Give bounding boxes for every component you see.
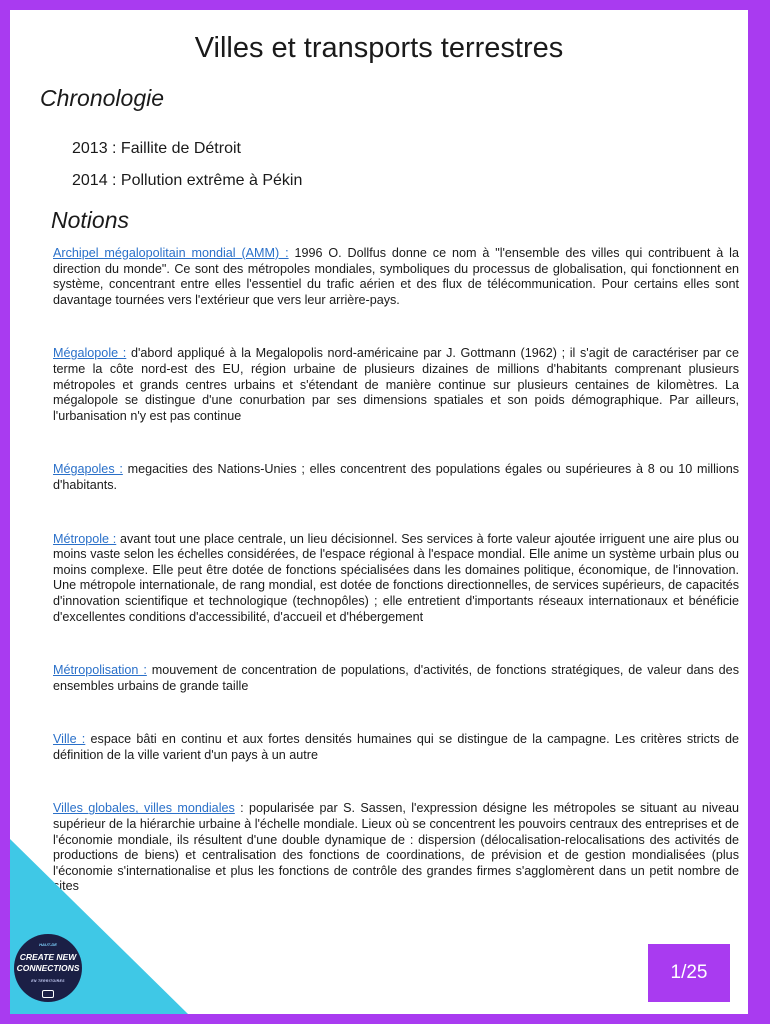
notions-list bbox=[53, 246, 739, 895]
notion-term-link[interactable]: Mégalopole : bbox=[53, 346, 127, 361]
notion-definition: 1996 O. Dollfus donne ce nom à "l'ensemble des villes qui contribuent à la direction du monde". Ce sont des métropoles mondiales, symboliques du processus de globalisation, qui fonctionnent en système, concentrant entre elles l'essentiel du trafic aérien et des flux de télécommunication. Pour certains elles sont davantage tournées vers l'extérieur que vers leur arrière-pays. bbox=[53, 246, 739, 307]
notion-definition: avant tout une place centrale, un lieu décisionnel. Ses services à forte valeur ajoutée irriguent une aire plus ou moins vaste selon les échelles considérées, de l'espace régional à l'espace mondial. Elle anime un système urbain plus ou moins complexe. Elle peut être dotée de fonctions spécialisées dans les domaines politique, économique, de l'innovation. Une métropole internationale, de rang mondial, est dotée de fonctions directionnelles, de services supérieurs, de capacités d'innovation scientifique et technologique (technopôles) ; elle entretient d'importants réseaux internationaux et bénéficie d'excellentes conditions d'accessibilité, d'accueil et d'hébergement bbox=[53, 531, 740, 624]
notion-term-link[interactable]: Métropolisation : bbox=[53, 663, 147, 678]
notion-term-link[interactable]: Villes globales, villes mondiales bbox=[53, 801, 235, 816]
notion-definition: : popularisée par S. Sassen, l'expression désigne les métropoles se situant au niveau supérieur de la hiérarchie urbaine à l'échelle mondiale. Lieux où se concentrent les pouvoirs centraux des entreprises et de l'économie mondiale, ils résultent d'une double dynamique de : dispersion (délocalisation-relocalisations des activités de productions de biens) et centralisation des fonctions de coordinations, de prévision et de gestion mondialisées (plus l'économie s'internationalise et plus les fonctions de contrôle des grandes firmes s'agglomèrent dans un petit nombre de sites bbox=[53, 801, 739, 894]
notion-term-link[interactable]: Métropole : bbox=[53, 531, 117, 546]
logo-main-line: CREATE NEW bbox=[19, 951, 77, 962]
notions-heading: Notions bbox=[51, 207, 129, 233]
notion-metropole bbox=[53, 532, 739, 626]
document-page bbox=[10, 10, 748, 1014]
create-new-connections-logo bbox=[14, 934, 82, 1002]
chronologie-item: 2014 : Pollution extrême à Pékin bbox=[72, 172, 303, 189]
notion-ville bbox=[53, 732, 739, 763]
logo-main-line: CONNECTIONS bbox=[16, 962, 80, 973]
chronologie-heading: Chronologie bbox=[40, 85, 165, 111]
notion-term-link[interactable]: Mégapoles : bbox=[53, 462, 123, 477]
notion-megapoles bbox=[53, 462, 739, 493]
notion-archipel bbox=[53, 246, 739, 308]
logo-top-text: HAUT-DE bbox=[39, 941, 57, 947]
notion-megalopole bbox=[53, 346, 739, 424]
logo-sub-text: EN TERRITOIRES bbox=[31, 978, 65, 983]
page-title: Villes et transports terrestres bbox=[194, 32, 564, 64]
notion-term-link[interactable]: Archipel mégalopolitain mondial (AMM) : bbox=[53, 246, 289, 260]
notion-definition: mouvement de concentration de populations, d'activités, de fonctions stratégiques, de valeur dans des ensembles urbains de grande taille bbox=[53, 663, 739, 693]
page-indicator: 1/25 bbox=[648, 944, 730, 1002]
chronologie-item: 2013 : Faillite de Détroit bbox=[72, 140, 241, 157]
notion-definition: espace bâti en continu et aux fortes densités humaines qui se distingue de la campagne. Les critères stricts de définition de la ville varient d'un pays à un autre bbox=[53, 732, 739, 762]
notion-definition: d'abord appliqué à la Megalopolis nord-américaine par J. Gottmann (1962) ; il s'agit de caractériser par ce terme la côte nord-est des EU, région urbaine de plusieurs dizaines de millions d'habitants comprenant plusieurs métropoles et grands centres urbains et s'étendant de manière continue sur plusieurs centaines de kilomètres. La mégalopole se distingue d'une conurbation par ses dimensions spatiales et son poids démographique. Par ailleurs, l'urbanisation n'y est pas continue bbox=[53, 346, 739, 423]
logo-emblem-icon bbox=[42, 990, 54, 998]
notion-term-link[interactable]: Ville : bbox=[53, 732, 86, 747]
notion-metropolisation bbox=[53, 663, 739, 694]
notion-definition: megacities des Nations-Unies ; elles concentrent des populations égales ou supérieures à 8 ou 10 millions d'habitants. bbox=[53, 462, 739, 492]
